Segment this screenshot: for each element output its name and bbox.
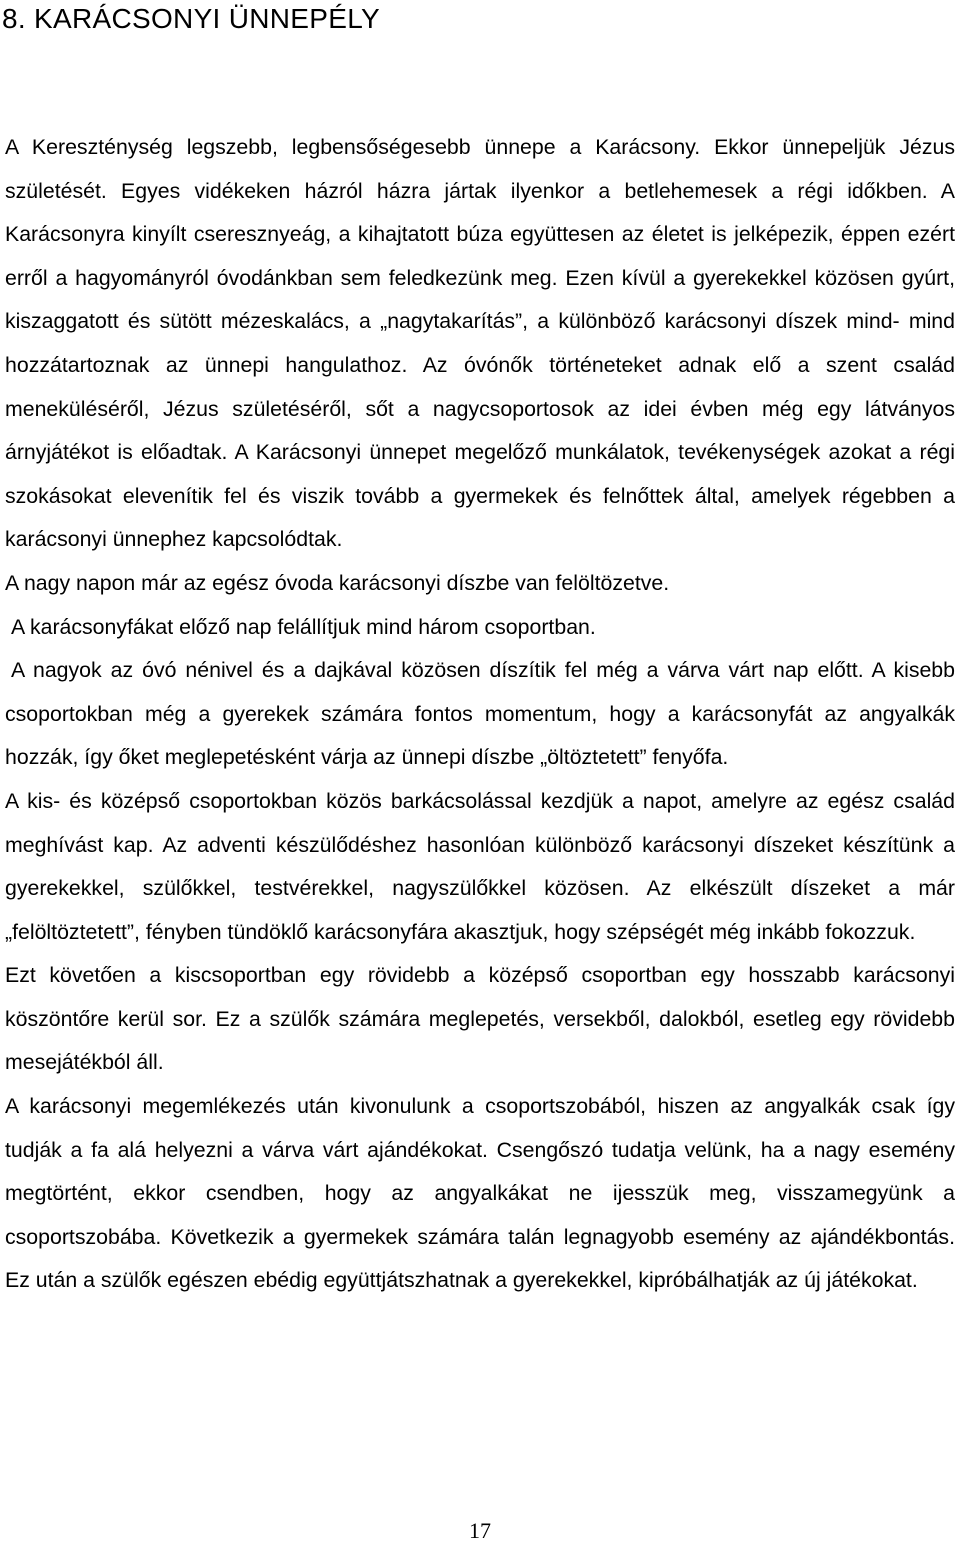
paragraph-decorated-kindergarten: A nagy napon már az egész óvoda karácsonyi díszbe van felöltözetve. <box>5 570 670 595</box>
page-title: 8. KARÁCSONYI ÜNNEPÉLY <box>2 3 380 34</box>
paragraph-gifts: A karácsonyi megemlékezés után kivonulunk a csoportszobából, hiszen az angyalkák csak így tudják a fa alá helyezni a várva várt ajándékokat. Csengőszó tudatja velünk, ha a nagy esemény megtörtént, ekkor csendben, hogy az angyalkákat ne ijesszük meg, visszamegyünk a csoportszobába. Következik a gyermekek számára talán legnagyobb esemény az ajándékbontás. Ez után a szülők egészen ebédig együttjátszhatnak a gyerekekkel, kipróbálhatják az új játékokat. <box>5 1094 955 1293</box>
paragraph-crafting: A kis- és középső csoportokban közös barkácsolással kezdjük a napot, amelyre az egész család meghívást kap. Az adventi készülődéshez hasonlóan különböző karácsonyi díszeket készítünk a gyerekekkel, szülőkkel, testvérekkel, nagyszülőkkel közösen. Az elkészült díszeket a már „felöltöztetett”, fényben tündöklő karácsonyfára akasztjuk, hogy szépségét még inkább fokozzuk. <box>5 788 955 944</box>
paragraph-decorating: A nagyok az óvó nénivel és a dajkával közösen díszítik fel még a várva várt nap előtt. A kisebb csoportokban még a gyerekek számára fontos momentum, hogy a karácsonyfát az angyalkák hozzák, így őket meglepetésként várja az ünnepi díszbe „öltöztetett” fenyőfa. <box>5 658 955 770</box>
paragraph-christmas-trees: A karácsonyfákat előző nap felállítjuk mind három csoportban. <box>11 614 596 639</box>
paragraph-greeting: Ezt követően a kiscsoportban egy rövidebb a középső csoportban egy hosszabb karácsonyi köszöntőre kerül sor. Ez a szülők számára meglepetés, versekből, dalokból, esetleg egy rövidebb mesejátékból áll. <box>5 963 955 1075</box>
paragraph-introduction: A Kereszténység legszebb, legbensőségesebb ünnepe a Karácsony. Ekkor ünnepeljük Jézus születését. Egyes vidékeken házról házra jártak ilyenkor a betlehemesek a régi időkben. A Karácsonyra kinyílt cseresznyeág, a kihajtatott búza együttesen az életet is jelképezik, éppen ezért erről a hagyományról óvodánkban sem feledkezünk meg. Ezen kívül a gyerekekkel közösen gyúrt, kiszaggatott és sütött mézeskalács, a „nagytakarítás”, a különböző karácsonyi díszek mind- mind hozzátartoznak az ünnepi hangulathoz. Az óvónők történeteket adnak elő a szent család meneküléséről, Jézus születéséről, sőt a nagycsoportosok az idei évben még egy látványos árnyjátékot is előadtak. A Karácsonyi ünnepet megelőző munkálatok, tevékenységek azokat a régi szokásokat elevenítik fel és viszik tovább a gyermekek és felnőttek által, amelyek régebben a karácsonyi ünnephez kapcsolódtak. <box>5 135 955 552</box>
page-number: 17 <box>469 1518 491 1543</box>
body-text <box>5 126 955 1303</box>
